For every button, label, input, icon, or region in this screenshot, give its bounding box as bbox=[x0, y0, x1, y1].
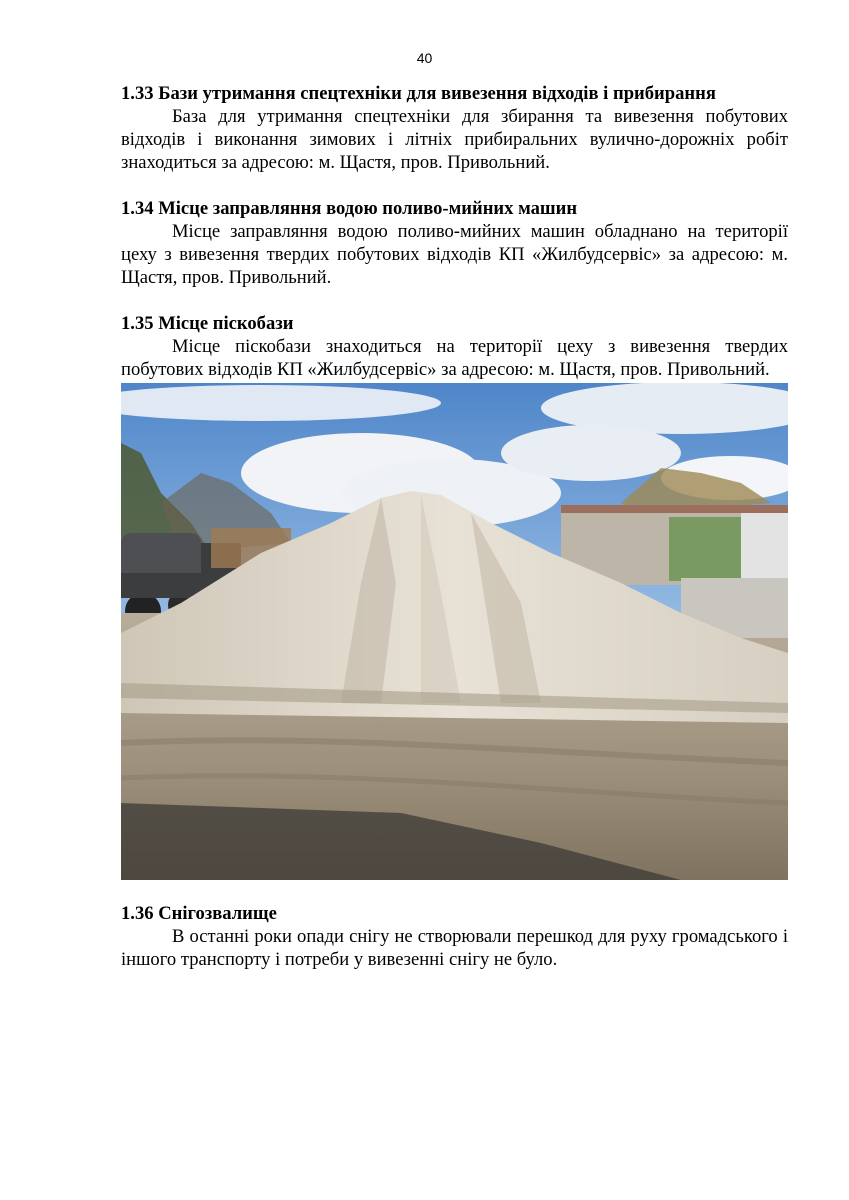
section-1-35 bbox=[121, 312, 788, 381]
page-number: 40 bbox=[416, 50, 433, 66]
section-heading: 1.34 Місце заправляння водою поливо-мийних машин bbox=[121, 198, 578, 219]
section-paragraph: Місце піскобази знаходиться на території цеху з вивезення твердих побутових відходів КП «Жилбудсервіс» за адресою: м. Щастя, пров. Привольний. bbox=[121, 336, 788, 380]
section-1-33 bbox=[121, 82, 788, 174]
section-paragraph: Місце заправляння водою поливо-мийних машин обладнано на території цеху з вивезення твердих побутових відходів КП «Жилбудсервіс» за адресою: м. Щастя, пров. Привольний. bbox=[121, 221, 788, 288]
section-heading: 1.33 Бази утримання спецтехніки для вивезення відходів і прибирання bbox=[121, 83, 716, 104]
section-heading: 1.36 Снігозвалище bbox=[121, 903, 277, 924]
section-1-36 bbox=[121, 902, 788, 971]
section-heading: 1.35 Місце піскобази bbox=[121, 313, 294, 334]
section-1-34 bbox=[121, 197, 788, 289]
document-body bbox=[121, 82, 788, 971]
section-paragraph: В останні роки опади снігу не створювали перешкод для руху громадського і іншого транспорту і потреби у вивезенні снігу не було. bbox=[121, 926, 788, 970]
section-paragraph: База для утримання спецтехніки для збирання та вивезення побутових відходів і виконання зимових і літніх прибиральних вулично-дорожніх робіт знаходиться за адресою: м. Щастя, пров. Привольний. bbox=[121, 106, 788, 173]
sand-pile-photo bbox=[121, 383, 788, 880]
